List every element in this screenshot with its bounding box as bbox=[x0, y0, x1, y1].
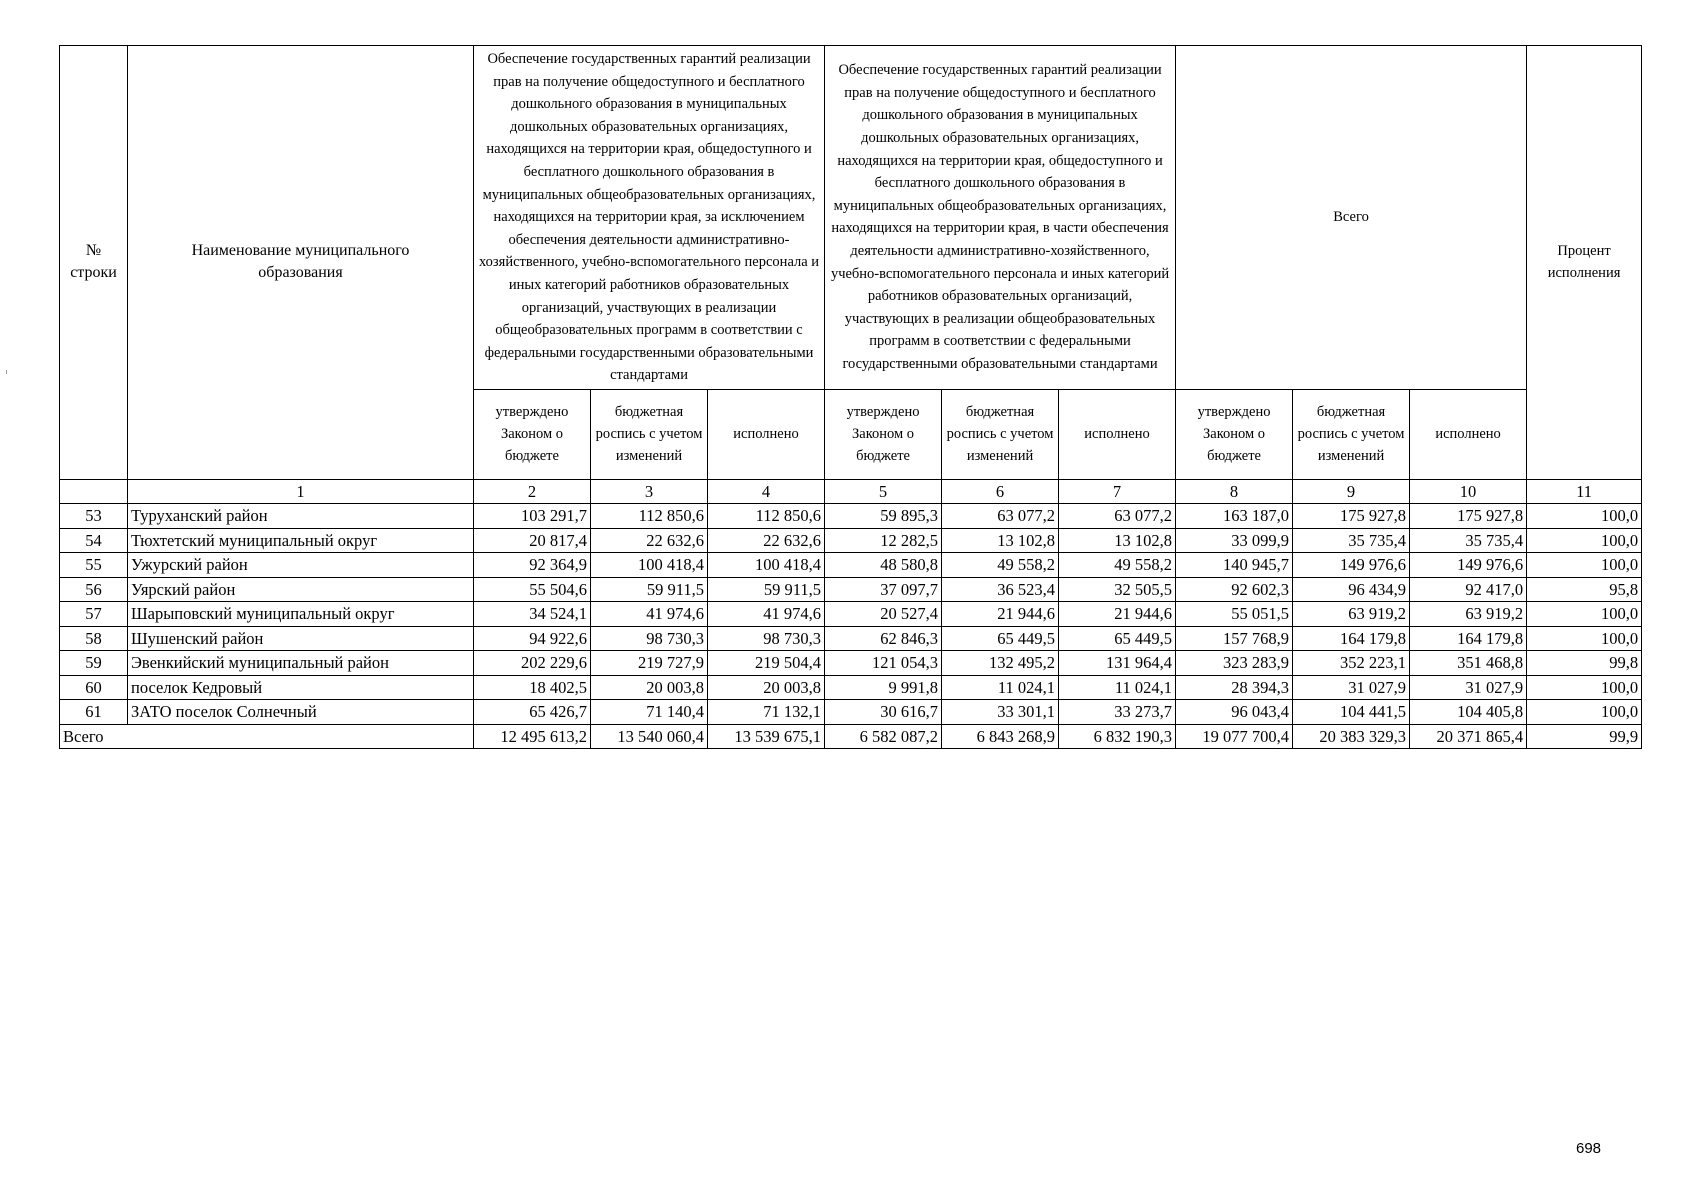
value-cell: 164 179,8 bbox=[1293, 626, 1410, 651]
row-number: 57 bbox=[60, 602, 128, 627]
header-municipality-name: Наименование муниципального образования bbox=[128, 46, 474, 480]
municipality-name: Шарыповский муниципальный округ bbox=[128, 602, 474, 627]
column-number: 7 bbox=[1059, 479, 1176, 504]
value-cell: 63 077,2 bbox=[942, 504, 1059, 529]
value-cell: 35 735,4 bbox=[1293, 528, 1410, 553]
value-cell: 20 817,4 bbox=[474, 528, 591, 553]
value-cell: 11 024,1 bbox=[942, 675, 1059, 700]
value-cell: 62 846,3 bbox=[825, 626, 942, 651]
value-cell: 65 449,5 bbox=[942, 626, 1059, 651]
value-cell: 37 097,7 bbox=[825, 577, 942, 602]
value-cell: 149 976,6 bbox=[1410, 553, 1527, 578]
row-number: 59 bbox=[60, 651, 128, 676]
margin-mark bbox=[6, 370, 7, 374]
value-cell: 219 727,9 bbox=[591, 651, 708, 676]
value-cell: 59 911,5 bbox=[708, 577, 825, 602]
header-percent-execution: Процент исполнения bbox=[1527, 46, 1642, 480]
value-cell: 175 927,8 bbox=[1293, 504, 1410, 529]
total-cell: 99,9 bbox=[1527, 724, 1642, 749]
value-cell: 71 140,4 bbox=[591, 700, 708, 725]
value-cell: 49 558,2 bbox=[942, 553, 1059, 578]
subheader-budget-schedule: бюджетная роспись с учетом изменений bbox=[942, 389, 1059, 479]
value-cell: 59 895,3 bbox=[825, 504, 942, 529]
municipality-name: Тюхтетский муниципальный округ bbox=[128, 528, 474, 553]
table-row bbox=[60, 504, 1642, 529]
municipality-name: Шушенский район bbox=[128, 626, 474, 651]
value-cell: 100,0 bbox=[1527, 504, 1642, 529]
value-cell: 63 077,2 bbox=[1059, 504, 1176, 529]
header-row-top bbox=[60, 46, 1642, 390]
value-cell: 12 282,5 bbox=[825, 528, 942, 553]
value-cell: 49 558,2 bbox=[1059, 553, 1176, 578]
value-cell: 96 043,4 bbox=[1176, 700, 1293, 725]
value-cell: 21 944,6 bbox=[1059, 602, 1176, 627]
header-row-number: № строки bbox=[60, 46, 128, 480]
row-number: 61 bbox=[60, 700, 128, 725]
total-cell: 6 832 190,3 bbox=[1059, 724, 1176, 749]
value-cell: 96 434,9 bbox=[1293, 577, 1410, 602]
column-number: 3 bbox=[591, 479, 708, 504]
subheader-approved: утверждено Законом о бюджете bbox=[825, 389, 942, 479]
municipality-name: Туруханский район bbox=[128, 504, 474, 529]
value-cell: 63 919,2 bbox=[1293, 602, 1410, 627]
value-cell: 140 945,7 bbox=[1176, 553, 1293, 578]
header-group-total: Всего bbox=[1176, 46, 1527, 390]
column-number-row bbox=[60, 479, 1642, 504]
municipality-name: Уярский район bbox=[128, 577, 474, 602]
value-cell: 100,0 bbox=[1527, 553, 1642, 578]
value-cell: 20 527,4 bbox=[825, 602, 942, 627]
value-cell: 92 602,3 bbox=[1176, 577, 1293, 602]
total-cell: 20 371 865,4 bbox=[1410, 724, 1527, 749]
value-cell: 100 418,4 bbox=[708, 553, 825, 578]
value-cell: 95,8 bbox=[1527, 577, 1642, 602]
municipality-name: Ужурский район bbox=[128, 553, 474, 578]
subheader-executed: исполнено bbox=[1410, 389, 1527, 479]
value-cell: 34 524,1 bbox=[474, 602, 591, 627]
value-cell: 65 449,5 bbox=[1059, 626, 1176, 651]
value-cell: 32 505,5 bbox=[1059, 577, 1176, 602]
value-cell: 11 024,1 bbox=[1059, 675, 1176, 700]
value-cell: 65 426,7 bbox=[474, 700, 591, 725]
subheader-budget-schedule: бюджетная роспись с учетом изменений bbox=[591, 389, 708, 479]
column-number: 1 bbox=[128, 479, 474, 504]
value-cell: 30 616,7 bbox=[825, 700, 942, 725]
total-cell: 13 539 675,1 bbox=[708, 724, 825, 749]
value-cell: 132 495,2 bbox=[942, 651, 1059, 676]
column-number: 9 bbox=[1293, 479, 1410, 504]
table-row bbox=[60, 577, 1642, 602]
total-label: Всего bbox=[60, 724, 474, 749]
value-cell: 48 580,8 bbox=[825, 553, 942, 578]
value-cell: 164 179,8 bbox=[1410, 626, 1527, 651]
total-cell: 6 843 268,9 bbox=[942, 724, 1059, 749]
value-cell: 131 964,4 bbox=[1059, 651, 1176, 676]
value-cell: 323 283,9 bbox=[1176, 651, 1293, 676]
page-number: 698 bbox=[1576, 1140, 1602, 1157]
value-cell: 100,0 bbox=[1527, 626, 1642, 651]
value-cell: 112 850,6 bbox=[591, 504, 708, 529]
value-cell: 31 027,9 bbox=[1410, 675, 1527, 700]
value-cell: 59 911,5 bbox=[591, 577, 708, 602]
data-rows bbox=[60, 504, 1642, 725]
value-cell: 22 632,6 bbox=[708, 528, 825, 553]
value-cell: 351 468,8 bbox=[1410, 651, 1527, 676]
row-number: 54 bbox=[60, 528, 128, 553]
row-number: 53 bbox=[60, 504, 128, 529]
value-cell: 33 301,1 bbox=[942, 700, 1059, 725]
table-row bbox=[60, 553, 1642, 578]
value-cell: 36 523,4 bbox=[942, 577, 1059, 602]
value-cell: 55 504,6 bbox=[474, 577, 591, 602]
subheader-budget-schedule: бюджетная роспись с учетом изменений bbox=[1293, 389, 1410, 479]
header-group-guarantees-staff: Обеспечение государственных гарантий реализации прав на получение общедоступного и бесплатного дошкольного образования в муниципальных дошкольных образовательных организациях, находящихся на территории края, общедоступного и бесплатного дошкольного образования в муниципальных общеобразовательных организациях, находящихся на территории края, в части обеспечения деятельности административно-хозяйственного, учебно-вспомогательного персонала и иных категорий работников образовательных организаций, участвующих в реализации общеобразовательных программ в соответствии с федеральными государственными образовательными стандартами bbox=[825, 46, 1176, 390]
value-cell: 121 054,3 bbox=[825, 651, 942, 676]
row-number: 56 bbox=[60, 577, 128, 602]
value-cell: 149 976,6 bbox=[1293, 553, 1410, 578]
column-number: 6 bbox=[942, 479, 1059, 504]
value-cell: 63 919,2 bbox=[1410, 602, 1527, 627]
column-number: 4 bbox=[708, 479, 825, 504]
value-cell: 22 632,6 bbox=[591, 528, 708, 553]
value-cell: 163 187,0 bbox=[1176, 504, 1293, 529]
value-cell: 99,8 bbox=[1527, 651, 1642, 676]
value-cell: 41 974,6 bbox=[591, 602, 708, 627]
table-row bbox=[60, 675, 1642, 700]
value-cell: 157 768,9 bbox=[1176, 626, 1293, 651]
value-cell: 35 735,4 bbox=[1410, 528, 1527, 553]
column-number: 2 bbox=[474, 479, 591, 504]
subheader-executed: исполнено bbox=[708, 389, 825, 479]
table-row bbox=[60, 602, 1642, 627]
value-cell: 100,0 bbox=[1527, 528, 1642, 553]
subheader-executed: исполнено bbox=[1059, 389, 1176, 479]
value-cell: 100,0 bbox=[1527, 602, 1642, 627]
table-row bbox=[60, 626, 1642, 651]
column-number: 5 bbox=[825, 479, 942, 504]
value-cell: 71 132,1 bbox=[708, 700, 825, 725]
value-cell: 92 364,9 bbox=[474, 553, 591, 578]
total-cell: 13 540 060,4 bbox=[591, 724, 708, 749]
total-row bbox=[60, 724, 1642, 749]
value-cell: 55 051,5 bbox=[1176, 602, 1293, 627]
value-cell: 13 102,8 bbox=[942, 528, 1059, 553]
column-number: 10 bbox=[1410, 479, 1527, 504]
value-cell: 33 273,7 bbox=[1059, 700, 1176, 725]
value-cell: 103 291,7 bbox=[474, 504, 591, 529]
subheader-approved: утверждено Законом о бюджете bbox=[474, 389, 591, 479]
value-cell: 100,0 bbox=[1527, 675, 1642, 700]
row-number: 60 bbox=[60, 675, 128, 700]
column-number-blank bbox=[60, 479, 128, 504]
value-cell: 33 099,9 bbox=[1176, 528, 1293, 553]
municipality-name: ЗАТО поселок Солнечный bbox=[128, 700, 474, 725]
value-cell: 100,0 bbox=[1527, 700, 1642, 725]
municipality-name: Эвенкийский муниципальный район bbox=[128, 651, 474, 676]
row-number: 58 bbox=[60, 626, 128, 651]
value-cell: 104 441,5 bbox=[1293, 700, 1410, 725]
value-cell: 219 504,4 bbox=[708, 651, 825, 676]
value-cell: 92 417,0 bbox=[1410, 577, 1527, 602]
header-group-guarantees-excluding-staff: Обеспечение государственных гарантий реализации прав на получение общедоступного и бесплатного дошкольного образования в муниципальных дошкольных образовательных организациях, находящихся на территории края, общедоступного и бесплатного дошкольного образования в муниципальных общеобразовательных организациях, находящихся на территории края, за исключением обеспечения деятельности административно-хозяйственного, учебно-вспомогательного персонала и иных категорий работников образовательных организаций, участвующих в реализации общеобразовательных программ в соответствии с федеральными государственными образовательными стандартами bbox=[474, 46, 825, 390]
value-cell: 20 003,8 bbox=[708, 675, 825, 700]
column-number: 11 bbox=[1527, 479, 1642, 504]
subheader-approved: утверждено Законом о бюджете bbox=[1176, 389, 1293, 479]
value-cell: 94 922,6 bbox=[474, 626, 591, 651]
value-cell: 100 418,4 bbox=[591, 553, 708, 578]
table-row bbox=[60, 700, 1642, 725]
value-cell: 98 730,3 bbox=[708, 626, 825, 651]
total-cell: 12 495 613,2 bbox=[474, 724, 591, 749]
value-cell: 18 402,5 bbox=[474, 675, 591, 700]
value-cell: 98 730,3 bbox=[591, 626, 708, 651]
value-cell: 13 102,8 bbox=[1059, 528, 1176, 553]
municipality-name: поселок Кедровый bbox=[128, 675, 474, 700]
table-row bbox=[60, 528, 1642, 553]
total-cell: 20 383 329,3 bbox=[1293, 724, 1410, 749]
budget-execution-table bbox=[59, 45, 1642, 749]
total-cell: 19 077 700,4 bbox=[1176, 724, 1293, 749]
value-cell: 104 405,8 bbox=[1410, 700, 1527, 725]
value-cell: 31 027,9 bbox=[1293, 675, 1410, 700]
value-cell: 112 850,6 bbox=[708, 504, 825, 529]
value-cell: 21 944,6 bbox=[942, 602, 1059, 627]
value-cell: 352 223,1 bbox=[1293, 651, 1410, 676]
column-number: 8 bbox=[1176, 479, 1293, 504]
total-cell: 6 582 087,2 bbox=[825, 724, 942, 749]
value-cell: 202 229,6 bbox=[474, 651, 591, 676]
value-cell: 20 003,8 bbox=[591, 675, 708, 700]
value-cell: 41 974,6 bbox=[708, 602, 825, 627]
value-cell: 175 927,8 bbox=[1410, 504, 1527, 529]
row-number: 55 bbox=[60, 553, 128, 578]
value-cell: 28 394,3 bbox=[1176, 675, 1293, 700]
table-row bbox=[60, 651, 1642, 676]
value-cell: 9 991,8 bbox=[825, 675, 942, 700]
